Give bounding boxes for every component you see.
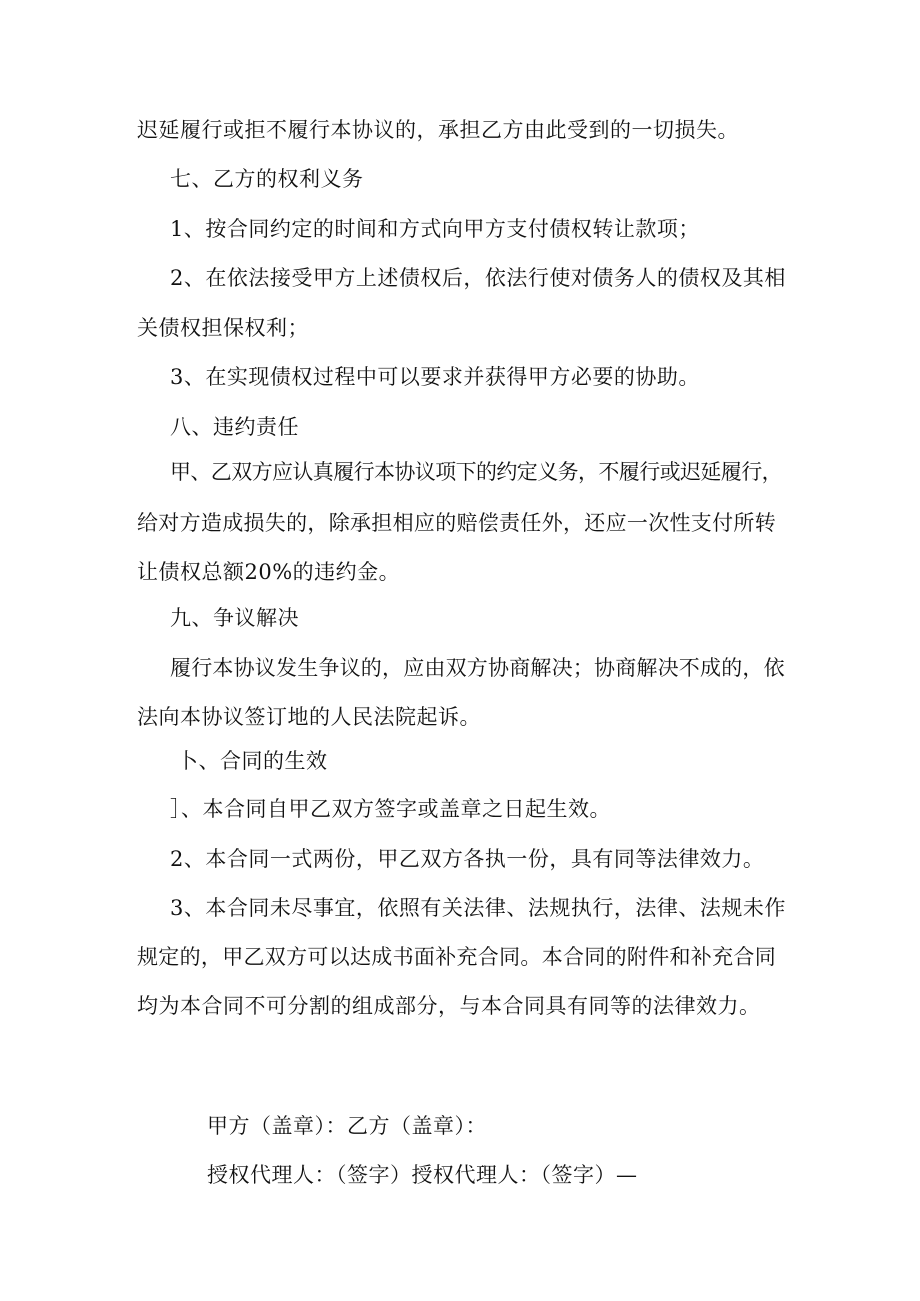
section-heading-8: 八、违约责任	[170, 415, 299, 439]
paragraph-line: 让债权总额20%的违约金。	[137, 560, 401, 584]
paragraph-line: 履行本协议发生争议的，应由双方协商解决；协商解决不成的，依	[170, 656, 785, 680]
paragraph-line: 法向本协议签订地的人民法院起诉。	[137, 705, 481, 729]
section-heading-10: 卜、合同的生效	[177, 749, 328, 773]
body-text-line: 迟延履行或拒不履行本协议的，承担乙方由此受到的一切损失。	[137, 118, 739, 142]
clause-line: 3、本合同未尽事宜，依照有关法律、法规执行，法律、法规未作	[170, 896, 786, 920]
section-heading-7: 七、乙方的权利义务	[170, 167, 364, 191]
paragraph-line: 甲、乙双方应认真履行本协议项下的约定义务，不履行或迟延履行，	[170, 460, 782, 484]
clause-line: 1、按合同约定的时间和方式向甲方支付债权转让款项；	[170, 217, 700, 241]
clause-line: 2、本合同一式两份，甲乙双方各执一份，具有同等法律效力。	[170, 847, 765, 871]
clause-line: 2、在依法接受甲方上述债权后，依法行使对债务人的债权及其相	[170, 266, 786, 290]
clause-line-continued: 均为本合同不可分割的组成部分，与本合同具有同等的法律效力。	[137, 994, 761, 1018]
clause-line-continued: 关债权担保权利；	[137, 316, 309, 340]
clause-line: 3、在实现债权过程中可以要求并获得甲方必要的协助。	[170, 365, 700, 389]
signature-agent-line: 授权代理人：（签字）授权代理人：（签字）—	[207, 1163, 638, 1187]
clause-line-continued: 规定的，甲乙双方可以达成书面补充合同。本合同的附件和补充合同	[137, 945, 776, 969]
clause-line: ］、本合同自甲乙双方签字或盖章之日起生效。	[170, 797, 611, 821]
section-heading-9: 九、争议解决	[170, 606, 299, 630]
paragraph-line: 给对方造成损失的，除承担相应的赔偿责任外，还应一次性支付所转	[137, 511, 776, 535]
signature-seal-line: 甲方（盖章）：乙方（盖章）：	[207, 1114, 487, 1138]
